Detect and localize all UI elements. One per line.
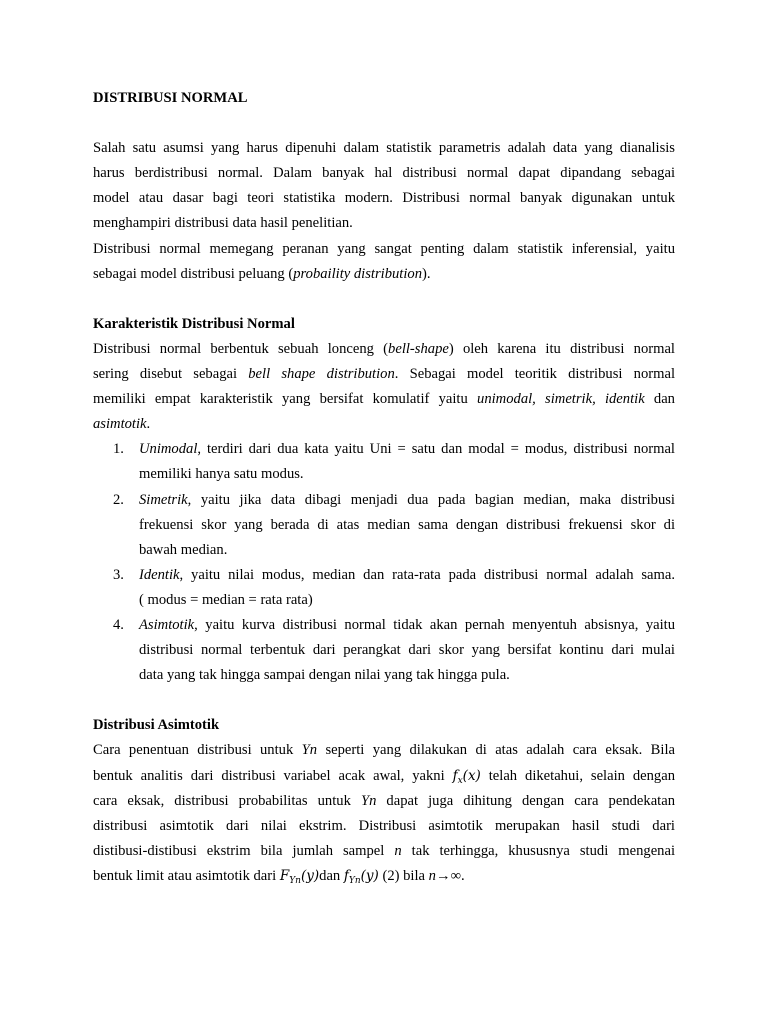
section-heading-karakteristik: Karakteristik Distribusi Normal (93, 315, 295, 332)
math-symbol: F (279, 867, 290, 884)
document-body (93, 86, 675, 889)
text-span: , yaitu jika data dibagi menjadi dua pada bagian median, maka distribusi (187, 491, 675, 508)
text-span: seperti yang dilakukan di atas adalah cara eksak. Bila (317, 742, 676, 759)
text-line: model atau dasar bagi teori statistika modern. Distribusi normal banyak digunakan untuk (93, 190, 675, 207)
text-line (93, 387, 675, 412)
italic-term: Simetrik (139, 491, 188, 508)
text-line: Salah satu asumsi yang harus dipenuhi dalam statistik parametris adalah data yang dianalisis (93, 140, 675, 157)
text-line: harus berdistribusi normal. Dalam banyak hal distribusi normal dapat dipandang sebagai (93, 165, 675, 182)
math-argument: (y) (360, 867, 379, 884)
text-span: , terdiri dari dua kata yaitu Uni = satu dan modal = modus, distribusi normal (197, 441, 675, 458)
text-span: Cara penentuan distribusi untuk (93, 742, 302, 759)
text-span: (2) bila (378, 867, 429, 884)
text-span: tak terhingga, khususnya studi mengenai (401, 842, 675, 859)
text-span: , yaitu kurva distribusi normal tidak akan pernah menyentuh absisnya, yaitu (194, 616, 675, 633)
text-line: distribusi asimtotik dari nilai ekstrim. Distribusi asimtotik merupakan hasil studi dari (93, 817, 675, 834)
list-item (93, 437, 675, 487)
text-span: Distribusi normal berbentuk sebuah lonceng ( (93, 340, 389, 357)
italic-term: bell-shape (388, 340, 449, 357)
list-number: 3. (113, 566, 124, 583)
text-span: . (146, 416, 151, 433)
math-argument: (x) (462, 767, 481, 784)
text-line (93, 864, 675, 889)
math-symbol: f (343, 867, 349, 884)
text-span: , yaitu nilai modus, median dan rata-rata pada distribusi normal adalah sama. (179, 566, 675, 583)
section-heading-asimtotik: Distribusi Asimtotik (93, 717, 220, 734)
math-symbol: f (452, 767, 458, 784)
text-line (93, 412, 675, 437)
text-span: cara eksak, distribusi probabilitas untuk (93, 792, 361, 809)
text-line: frekuensi skor yang berada di atas median sama dengan distribusi frekuensi skor di (139, 516, 675, 533)
math-subscript: Yn (289, 875, 301, 886)
text-span: . Sebagai model teoritik distribusi normal (394, 366, 675, 383)
list-item (93, 488, 675, 563)
math-fYn (344, 868, 379, 884)
karakteristik-paragraph (93, 337, 675, 437)
math-subscript: Yn (348, 875, 361, 886)
text-line (93, 789, 675, 814)
list-item (93, 563, 675, 613)
math-fx (453, 768, 481, 784)
spacer (93, 111, 675, 136)
italic-term: Identik (139, 566, 180, 583)
list-number: 1. (113, 441, 124, 458)
italic-term: unimodal, simetrik, identik (477, 391, 645, 408)
intro-paragraph (93, 136, 675, 236)
text-line: menghampiri distribusi data hasil penelitian. (93, 215, 353, 232)
spacer (93, 688, 675, 713)
text-span: memiliki empat karakteristik yang bersifat komulatif yaitu (93, 391, 478, 408)
text-span: bentuk analitis dari distribusi variabel acak awal, yakni (93, 767, 453, 784)
text-line: memiliki hanya satu modus. (139, 466, 304, 483)
italic-term: Unimodal (139, 441, 198, 458)
text-span: dan (644, 391, 675, 408)
text-span: telah diketahui, selain dengan (480, 767, 676, 784)
text-line (93, 839, 675, 864)
text-line (93, 764, 675, 789)
text-line (139, 563, 675, 588)
characteristics-list (93, 437, 675, 688)
asimtotik-paragraph (93, 738, 675, 889)
spacer (93, 287, 675, 312)
intro-paragraph-2 (93, 237, 675, 287)
italic-term: Yn (301, 742, 318, 759)
list-number: 2. (113, 491, 124, 508)
math-argument: (y) (300, 867, 320, 884)
text-span: dapat juga dihitung dengan cara pendekatan (376, 792, 675, 809)
italic-term: bell shape distribution (248, 366, 395, 383)
text-span: ). (422, 265, 431, 282)
text-line: bawah median. (139, 541, 228, 558)
text-line: ( modus = median = rata rata) (139, 591, 313, 608)
text-line (139, 613, 675, 638)
text-span: →∞. (435, 867, 465, 884)
math-FYn (280, 868, 319, 884)
italic-term: n (394, 842, 402, 859)
text-span: sering disebut sebagai (93, 366, 249, 383)
text-span: bentuk limit atau asimtotik dari (93, 867, 280, 884)
italic-term: Yn (360, 792, 377, 809)
text-line (93, 738, 675, 763)
text-line: distribusi normal terbentuk dari perangkat dari skor yang bersifat kontinu dari mulai (139, 642, 675, 659)
italic-term: Asimtotik (139, 616, 195, 633)
text-line: Distribusi normal memegang peranan yang sangat penting dalam statistik inferensial, yaitu (93, 240, 675, 257)
text-line (139, 437, 675, 462)
page-title: DISTRIBUSI NORMAL (93, 90, 248, 106)
text-span: distibusi-distibusi ekstrim bila jumlah sampel (93, 842, 395, 859)
text-span: ) oleh karena itu distribusi normal (448, 340, 675, 357)
list-item (93, 613, 675, 688)
italic-term: n (428, 867, 436, 884)
text-line (93, 262, 675, 287)
text-span: sebagai model distribusi peluang ( (93, 265, 294, 282)
text-line (93, 362, 675, 387)
math-subscript: x (457, 775, 463, 786)
text-line (93, 337, 675, 362)
text-line: data yang tak hingga sampai dengan nilai yang tak hingga pula. (139, 667, 510, 684)
text-line (139, 488, 675, 513)
italic-term: asimtotik (93, 416, 147, 433)
text-span: dan (319, 867, 344, 884)
italic-term: probaility distribution (293, 265, 423, 282)
list-number: 4. (113, 616, 124, 633)
